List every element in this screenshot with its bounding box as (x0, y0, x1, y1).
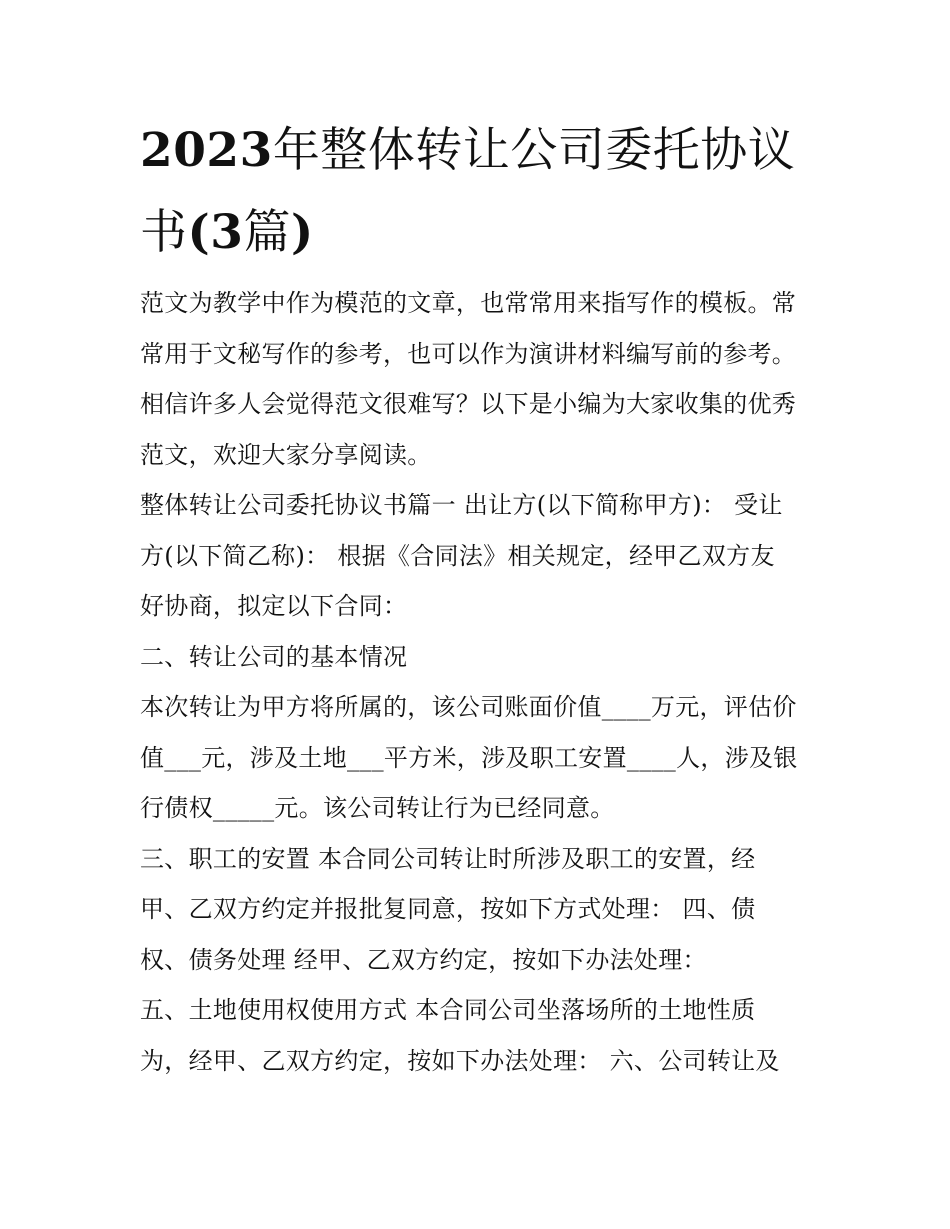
body-line-5: 整体转让公司委托协议书篇一 出让方(以下简称甲方)： 受让 (140, 491, 783, 519)
body-line-4: 范文，欢迎大家分享阅读。 (140, 440, 432, 469)
body-line-10: 值___元，涉及土地___平方米，涉及职工安置____人，涉及银 (140, 743, 798, 772)
document-title (140, 110, 820, 274)
body-line-9: 本次转让为甲方将所属的，该公司账面价值____万元，评估价 (140, 693, 797, 721)
body-line-15: 五、土地使用权使用方式 本合同公司坐落场所的土地性质 (140, 996, 756, 1024)
body-line-14: 权、债务处理 经甲、乙双方约定，按如下办法处理： (140, 945, 707, 974)
body-line-8: 二、转让公司的基本情况 (140, 642, 408, 671)
body-line-11: 行债权_____元。该公司转让行为已经同意。 (140, 794, 615, 822)
body-line-1: 范文为教学中作为模范的文章，也常常用来指写作的模板。常 (140, 289, 797, 317)
document-body (140, 278, 820, 1086)
title-line-1: 2023年整体转让公司委托协议 (140, 123, 796, 178)
title-line-2: 书(3篇) (140, 205, 314, 260)
body-line-13: 甲、乙双方约定并报批复同意，按如下方式处理： 四、债 (140, 895, 756, 923)
body-line-2: 常用于文秘写作的参考，也可以作为演讲材料编写前的参考。 (140, 339, 797, 368)
body-line-16: 为，经甲、乙双方约定，按如下办法处理： 六、公司转让及 (140, 1046, 780, 1075)
body-line-6: 方(以下简乙称)： 根据《合同法》相关规定，经甲乙双方友 (140, 541, 775, 570)
body-line-3: 相信许多人会觉得范文很难写？以下是小编为大家收集的优秀 (140, 390, 797, 418)
body-line-12: 三、职工的安置 本合同公司转让时所涉及职工的安置，经 (140, 844, 756, 873)
body-line-7: 好协商，拟定以下合同： (140, 592, 408, 620)
